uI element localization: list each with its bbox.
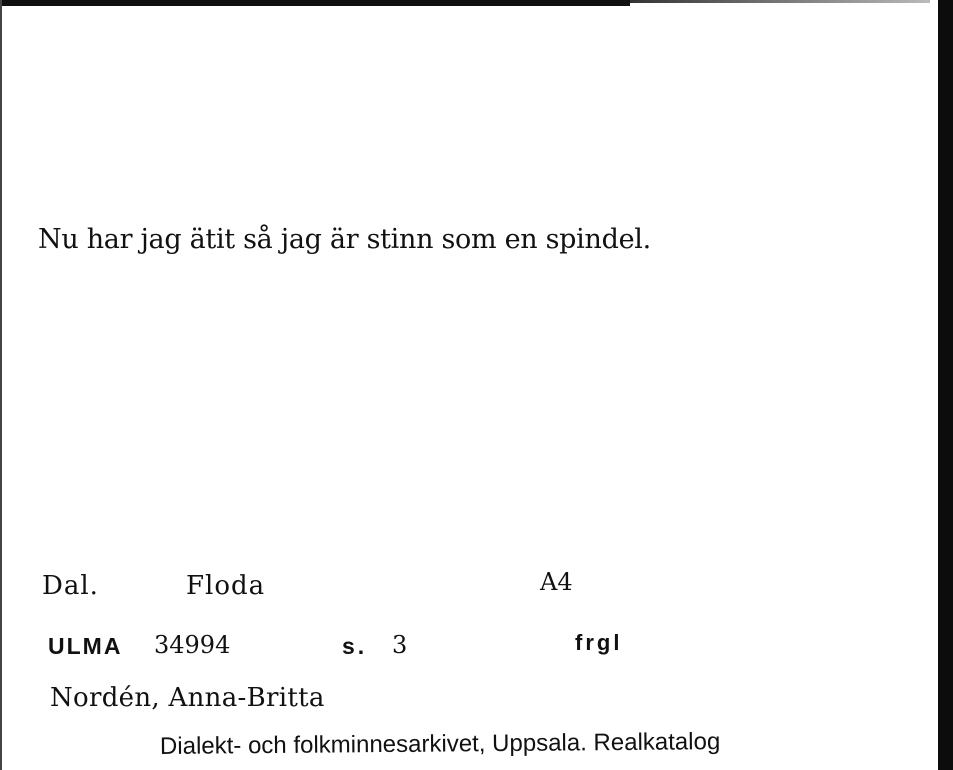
page-number: 3 [392,631,408,659]
scan-edge-left [0,0,2,770]
scan-edge-right [938,0,953,770]
archive-footer: Dialekt- och folkminnesarkivet, Uppsala. Realkatalog [159,728,721,760]
informant-name: Nordén, Anna-Britta [50,683,325,713]
scan-edge-top-fade [630,0,930,3]
category-code: frgl [575,630,623,655]
ulma-number: 34994 [154,631,231,659]
page-label: s. [342,633,368,659]
scan-edge-top [0,0,630,6]
classification-code: A4 [540,568,573,596]
card-main-text: Nu har jag ätit så jag är stinn som en spindel. [38,224,651,255]
region-label: Dal. [42,571,99,601]
ulma-label: ULMA [48,633,123,659]
parish-label: Floda [186,571,266,601]
